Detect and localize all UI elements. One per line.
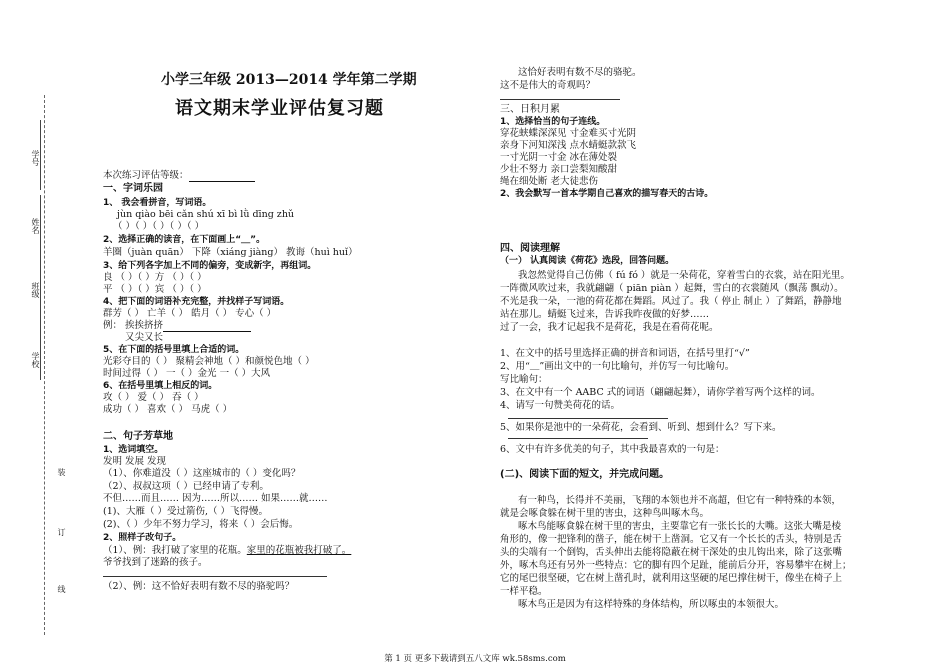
section-4-heading: 四、阅读理解	[500, 243, 560, 254]
s2-line-5: (2)、（ ）少年不努力学习，将来（ ）会后悔。	[103, 519, 299, 530]
q5-row-2: 时间过得（ ） 一（ ）金光 一（ ）大风	[103, 368, 271, 379]
s2-question-2: 2、照样子改句子。	[103, 533, 182, 543]
s2-example-1	[103, 545, 351, 557]
q6-row-2: 成功（ ） 喜欢（ ） 马虎（ ）	[103, 404, 233, 415]
s2-line-1: （1）、你难道没（ ）这座城市的（ ）变化吗？	[103, 468, 301, 479]
s3-question-1: 1、选择恰当的句子连线。	[500, 117, 606, 127]
s3-pair-4: 少壮不努力 亲口尝梨知酸甜	[500, 164, 618, 175]
margin-label-class: 班级	[31, 282, 40, 298]
binding-margin	[0, 0, 80, 672]
question-5: 5、在下面的括号里填上合适的词。	[103, 345, 245, 355]
essay-line-5: 头的尖端有一个倒钩，舌头伸出去能将隐蔽在树干深处的虫儿钩出来，除了这张嘴	[500, 547, 843, 558]
s4-question-6: 6、文中有许多优美的句子，其中我最喜欢的一句是：	[500, 444, 725, 455]
s3-pair-5: 绳在细处断 老大徒悲伤	[500, 176, 599, 187]
q5-row-1: 光彩夺目的（ ） 聚精会神地（ ）和颜悦色地（ ）	[103, 356, 315, 367]
margin-label-name: 姓名	[31, 218, 40, 234]
question-6: 6、在括号里填上相反的词。	[103, 381, 218, 391]
passage-line-4: 站在那儿。蜻蜓飞过来，告诉我昨夜做的好梦……	[500, 309, 710, 320]
page-footer: 第 1 页 更多下载请到五八文库 wk.58sms.com	[384, 654, 566, 664]
s4-subheading: （一） 认真阅读《荷花》选段，回答问题。	[500, 256, 675, 266]
s2-conjunctions: 不但……而且…… 因为……所以…… 如果……就……	[103, 493, 328, 504]
r-line-1: 这恰好表明有数不尽的骆驼。	[518, 67, 642, 78]
grade-blank	[189, 171, 255, 182]
answer-line	[508, 438, 648, 439]
s2-line-8: （2）、例：这不恰好表明有数不尽的骆驼吗？	[103, 581, 295, 592]
grade-label: 本次练习评估等级：	[103, 170, 189, 181]
s3-pair-2: 亲身下河知深浅 点水蜻蜓款款飞	[500, 140, 637, 151]
grade-line	[103, 170, 255, 182]
s4-question-5: 5、如果你是池中的一朵荷花，会看到、听到、想到什么？写下来。	[500, 422, 782, 433]
s2-line-7: 爷爷找到了迷路的孩子。	[103, 557, 208, 568]
question-2: 2、选择正确的读音，在下面画上“＿”。	[103, 235, 266, 245]
passage-line-2: 一阵微风吹过来，我就翩翩（ piān piàn ）起舞，雪白的衣裳随风（飘荡 飘动）。	[500, 283, 844, 294]
q6-row-1: 攻（ ） 爱（ ） 吞（ ）	[103, 392, 204, 403]
passage-line-3: 不光是我一朵，一池的荷花都在舞蹈。风过了。我（ 停止 制止 ）了舞蹈，静静地	[500, 296, 842, 307]
s2-line-4: (1)、大雁（ ）受过箭伤,（ ）飞得慢。	[103, 506, 269, 517]
s3-pair-1: 穿花蛱蝶深深见 寸金难买寸光阴	[500, 128, 637, 139]
q4-example-text: 例： 挨挨挤挤	[103, 320, 164, 331]
binding-char: 线	[57, 585, 66, 593]
s3-question-2: 2、我会默写一首本学期自己喜欢的描写春天的古诗。	[500, 189, 714, 199]
exam-title: 语文期末学业评估复习题	[175, 98, 384, 119]
s4-question-4: 4、请写一句赞美荷花的话。	[500, 400, 621, 411]
section-4-part-2-heading: (二)、阅读下面的短文，并完成问题。	[500, 469, 670, 480]
q2-text: 羊圈（juàn quān） 下降（xiáng jiàng） 教诲（huì huǐ）	[103, 247, 358, 258]
q4-row-1: 群芳（ ） 亡羊（ ） 皓月（ ） 专心（ ）	[103, 308, 277, 319]
answer-line	[508, 418, 668, 419]
s2-line-2: （2）、叔叔这项（ ）已经申请了专利。	[103, 481, 269, 492]
passage-line-5: 过了一会，我才记起我不是荷花，我是在看荷花呢。	[500, 322, 719, 333]
s4-question-1: 1、在文中的括号里选择正确的拼音和词语，在括号里打“√”	[500, 348, 750, 359]
question-3: 3、给下列各字加上不同的偏旁，变成新字，再组词。	[103, 261, 317, 271]
margin-rule	[40, 120, 42, 190]
essay-line-1: 有一种鸟，长得并不美丽，飞翔的本领也并不高超，但它有一种特殊的本领，	[518, 495, 842, 506]
essay-line-9: 啄木鸟正是因为有这样特殊的身体结构，所以啄虫的本领很大。	[518, 599, 785, 610]
essay-line-3: 啄木鸟能啄食躲在树干里的害虫，主要靠它有一张长长的大嘴。这张大嘴是棱	[518, 521, 842, 532]
essay-line-7: 它的尾巴很坚硬，它在树上凿孔时，就利用这坚硬的尾巴撑住树干，像坐在椅子上	[500, 573, 843, 584]
margin-rule	[40, 310, 42, 380]
s2-question-1: 1、选词填空。	[103, 445, 164, 455]
essay-line-6: 外，啄木鸟还有另外一些特点：它的脚有四个足趾，能前后分开，容易攀牢在树上；	[500, 560, 852, 571]
essay-line-8: 一样平稳。	[500, 586, 548, 597]
answer-line	[103, 576, 327, 577]
s4-question-3: 3、在文中有一个 AABC 式的词语（翩翩起舞），请你学着写两个这样的词。	[500, 387, 821, 398]
s3-pair-3: 一寸光阴一寸金 冰在薄处裂	[500, 152, 618, 163]
s2-example-answer: 家里的花瓶被我打破了。	[246, 545, 352, 556]
q4-example	[103, 320, 251, 332]
passage-line-1: 我忽然觉得自己仿佛（ fú fó ）就是一朵荷花，穿着雪白的衣裳，站在阳光里。	[518, 270, 850, 281]
s2-example-sentence: （1）、例：我打破了家里的花瓶。	[103, 545, 247, 556]
r-line-2: 这不是伟大的奇观吗？	[500, 80, 596, 91]
q3-row-1: 良 （ ）（ ）方 （ ）（ ）	[103, 272, 207, 283]
margin-label-school: 学校	[31, 352, 40, 368]
essay-line-4: 角形的，像一把锋利的凿子，能在树干上凿洞。它又有一个长长的舌头，特别是舌	[500, 534, 843, 545]
s4-question-2b: 写比喻句：	[500, 374, 548, 385]
binding-char: 装	[57, 468, 66, 476]
section-1-heading: 一、字词乐园	[103, 183, 163, 194]
section-3-heading: 三、日积月累	[500, 104, 560, 115]
q4-blank	[163, 321, 251, 332]
pinyin-row: jùn qiào bēi cǎn shú xī bì lǜ dīng zhǔ	[117, 209, 295, 220]
answer-line	[500, 99, 620, 100]
binding-char: 订	[57, 528, 66, 536]
s4-question-2: 2、用“＿”画出文中的一句比喻句，并仿写一句比喻句。	[500, 361, 735, 372]
s2-word-bank: 发明 发展 发现	[103, 456, 167, 467]
header-title: 小学三年级 2013—2014 学年第二学期	[161, 72, 417, 88]
question-1: 1、 我会看拼音，写词语。	[103, 198, 212, 208]
answer-boxes: （ ）（ ）（ ）（ ）（ ）	[113, 221, 205, 232]
q4-example-2: 又尖又长	[125, 332, 164, 343]
question-4: 4、把下面的词语补充完整，并找样子写词语。	[103, 297, 290, 307]
margin-label-student-no: 学号	[31, 150, 40, 166]
section-2-heading: 二、句子芳草地	[103, 431, 173, 442]
q3-row-2: 平 （ ）（ ）宾 （ ）（ ）	[103, 284, 207, 295]
binding-dashed-line	[44, 95, 45, 635]
essay-line-2: 就是会啄食躲在树干里的害虫，这种鸟叫啄木鸟。	[500, 508, 710, 519]
